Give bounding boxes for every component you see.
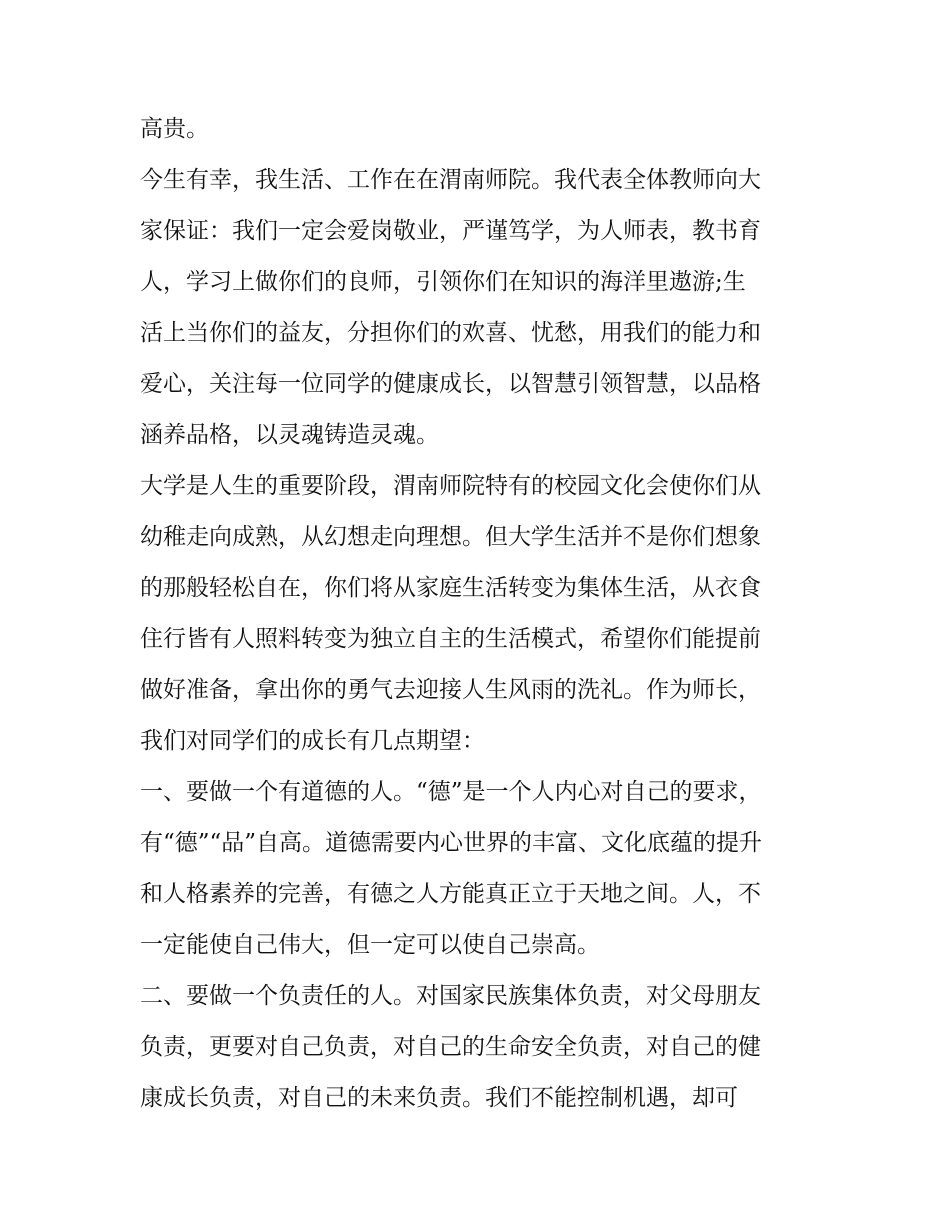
text-line: 活上当你们的益友，分担你们的欢喜、忧愁，用我们的能力和	[140, 320, 761, 346]
text-line: 我们对同学们的成长有几点期望：	[140, 728, 485, 754]
text-line: 今生有幸，我生活、工作在在渭南师院。我代表全体教师向大	[140, 167, 761, 193]
text-line: 二、要做一个负责任的人。对国家民族集体负责，对父母朋友	[140, 983, 761, 1009]
text-line: 负责，更要对自己负责，对自己的生命安全负责，对自己的健	[140, 1034, 761, 1060]
text-line: 人，学习上做你们的良师，引领你们在知识的海洋里遨游;生	[140, 269, 746, 295]
text-line: 康成长负责，对自己的未来负责。我们不能控制机遇，却可	[140, 1085, 738, 1111]
text-line: 和人格素养的完善，有德之人方能真正立于天地之间。人，不	[140, 881, 761, 907]
text-line: 的那般轻松自在，你们将从家庭生活转变为集体生活，从衣食	[140, 575, 761, 601]
text-line: 大学是人生的重要阶段，渭南师院特有的校园文化会使你们从	[140, 473, 761, 499]
text-line: 一定能使自己伟大，但一定可以使自己崇高。	[140, 932, 600, 958]
text-line: 涵养品格，以灵魂铸造灵魂。	[140, 422, 439, 448]
text-line: 住行皆有人照料转变为独立自主的生活模式，希望你们能提前	[140, 626, 761, 652]
text-line: 高贵。	[140, 116, 209, 142]
text-line: 一、要做一个有道德的人。“德”是一个人内心对自己的要求，	[140, 779, 762, 805]
text-line: 幼稚走向成熟，从幻想走向理想。但大学生活并不是你们想象	[140, 524, 761, 550]
text-line: 做好准备，拿出你的勇气去迎接人生风雨的洗礼。作为师长，	[140, 677, 761, 703]
text-line: 爱心，关注每一位同学的健康成长，以智慧引领智慧，以品格	[140, 371, 761, 397]
text-line: 有“德”“品”自高。道德需要内心世界的丰富、文化底蕴的提升	[140, 830, 763, 856]
text-line: 家保证：我们一定会爱岗敬业，严谨笃学，为人师表，教书育	[140, 218, 761, 244]
